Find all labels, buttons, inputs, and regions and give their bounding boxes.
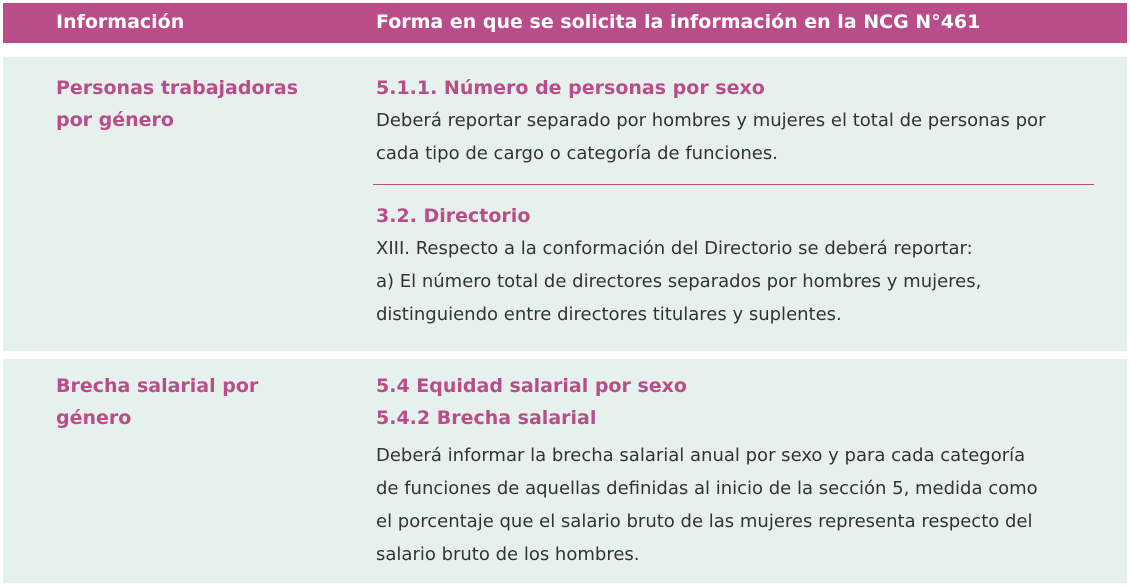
table-row: [3, 359, 1127, 583]
info-line: Brecha salarial por género: [56, 375, 259, 429]
text-line: a) El número total de directores separados por hombres y mujeres,: [376, 271, 982, 292]
text-line: Deberá informar la brecha salarial anual por sexo y para cada categoría: [376, 445, 1026, 466]
info-line: por género: [56, 109, 174, 131]
table-header: [3, 3, 1127, 43]
text-line: de funciones de aquellas definidas al inicio de la sección 5, medida como: [376, 478, 1038, 499]
table-row: [3, 57, 1127, 351]
header-information: Información: [56, 11, 185, 33]
text-line: XIII. Respecto a la conformación del Directorio se deberá reportar:: [376, 238, 973, 259]
row-information-label: [56, 370, 336, 434]
section-text: [376, 439, 1106, 571]
section-text: [376, 232, 1106, 331]
text-line: el porcentaje que el salario bruto de las mujeres representa respecto del: [376, 511, 1033, 532]
info-line: Personas trabajadoras: [56, 77, 298, 99]
section-subheading: 5.4.2 Brecha salarial: [376, 407, 597, 429]
section-heading: 3.2. Directorio: [376, 205, 531, 227]
section-number-by-sex: [376, 72, 1106, 170]
section-divider: [373, 184, 1094, 185]
section-text: [376, 104, 1106, 170]
section-heading: 5.1.1. Número de personas por sexo: [376, 77, 765, 99]
row-information-label: [56, 72, 336, 136]
text-line: Deberá reportar separado por hombres y mujeres el total de personas por: [376, 110, 1046, 131]
text-line: salario bruto de los hombres.: [376, 544, 640, 565]
section-salary-gap: [376, 370, 1106, 571]
text-line: distinguiendo entre directores titulares y suplentes.: [376, 304, 842, 325]
header-request-form: Forma en que se solicita la información en la NCG N°461: [376, 11, 981, 33]
section-directorio: [376, 200, 1106, 331]
section-heading: 5.4 Equidad salarial por sexo: [376, 375, 687, 397]
text-line: cada tipo de cargo o categoría de funciones.: [376, 143, 778, 164]
